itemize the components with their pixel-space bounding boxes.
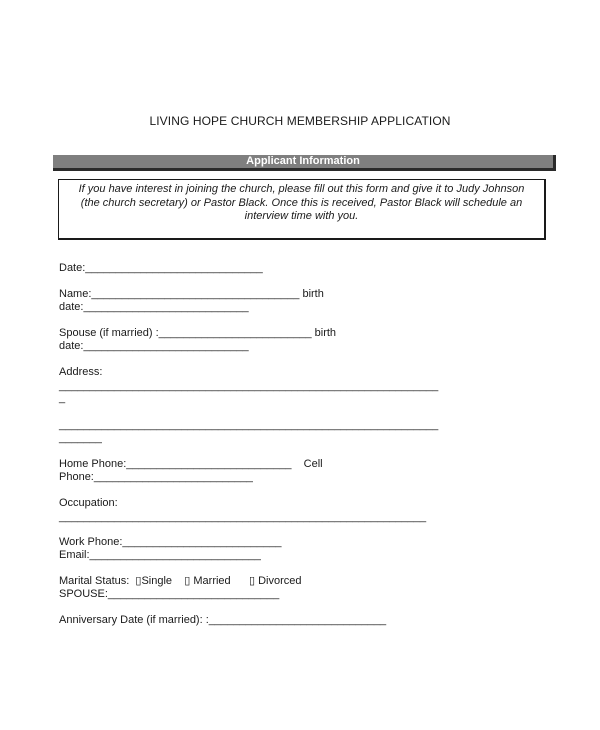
spouse-birth-date-field[interactable]: date:___________________________ — [59, 340, 249, 352]
occupation-label: Occupation: — [59, 497, 118, 509]
anniversary-date-field[interactable]: Anniversary Date (if married): :_____________________________ — [59, 614, 387, 626]
spouse-name-field[interactable]: SPOUSE:____________________________ — [59, 588, 280, 600]
marital-status-options[interactable]: Marital Status: ▯Single ▯ Married ▯ Divorced — [59, 575, 302, 587]
instructions-text: If you have interest in joining the church, please fill out this form and give it to Judy Johnson (the church secretary) or Pastor Black. Once this is received, Pastor Black will schedule an interview time with you. — [78, 183, 525, 222]
occupation-field[interactable]: ____________________________________________________________ — [59, 511, 427, 523]
form-title: LIVING HOPE CHURCH MEMBERSHIP APPLICATION — [149, 114, 451, 128]
work-phone-field[interactable]: Work Phone:__________________________ — [59, 536, 282, 548]
address-line-2-continuation[interactable]: _______ — [59, 432, 102, 444]
instructions-box — [58, 179, 546, 240]
spouse-field[interactable]: Spouse (if married) :_________________________ birth — [59, 327, 337, 339]
date-field[interactable]: Date:_____________________________ — [59, 262, 263, 274]
address-label: Address: — [59, 366, 103, 378]
home-phone-field[interactable]: Home Phone:___________________________ Cell — [59, 458, 323, 470]
address-line-1[interactable]: ______________________________________________________________ — [59, 380, 439, 392]
address-line-2[interactable]: ______________________________________________________________ — [59, 419, 439, 431]
address-line-1-continuation[interactable]: _ — [59, 392, 66, 404]
name-field[interactable]: Name:__________________________________ birth — [59, 288, 324, 300]
cell-phone-field[interactable]: Phone:__________________________ — [59, 471, 253, 483]
section-header-applicant-information: Applicant Information — [53, 155, 556, 171]
birth-date-field[interactable]: date:___________________________ — [59, 301, 249, 313]
email-field[interactable]: Email:____________________________ — [59, 549, 261, 561]
